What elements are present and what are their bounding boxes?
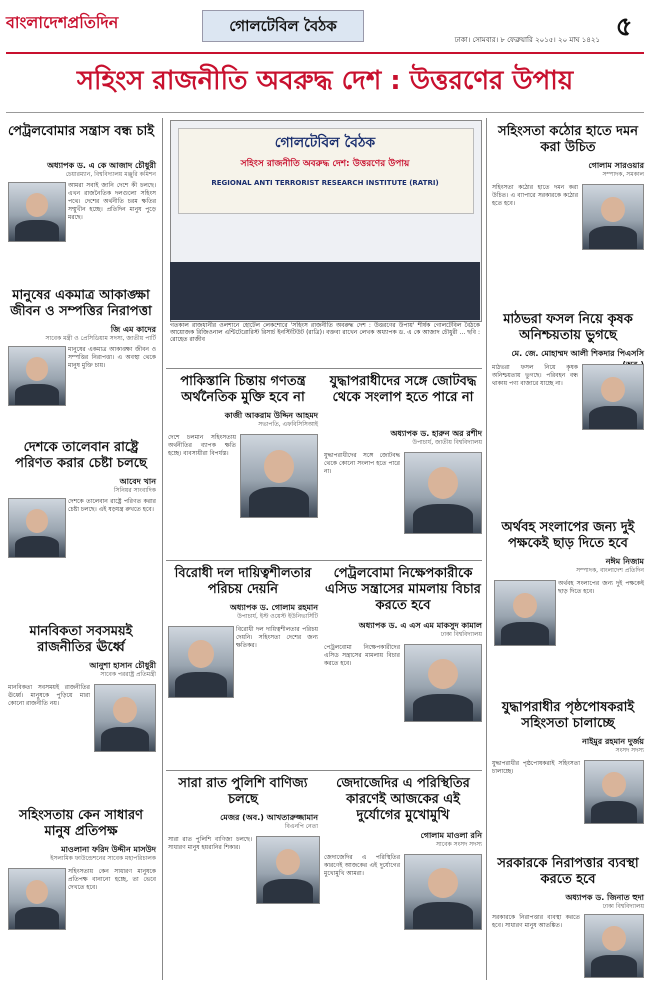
- article-role: ঢাকা বিশ্ববিদ্যালয়: [602, 903, 644, 910]
- dateline: ঢাকা। সোমবার। ৮ ফেব্রুয়ারি ২০১৫। ২০ মাঘ ১৪২১: [454, 36, 600, 44]
- article-body: বিরোধী দল দায়িত্বশীলতার পরিচয় দেয়নি। সহিংসতা দেশের জন্য ক্ষতিকর।: [236, 626, 318, 649]
- article-byline: আবেদ খান: [119, 477, 156, 486]
- author-photo: [256, 836, 320, 904]
- article-role: বিএনপি নেতা: [284, 823, 318, 830]
- article-role: চেয়ারম্যান, বিশ্ববিদ্যালয় মঞ্জুরি কমিশন: [65, 171, 156, 178]
- author-photo: [404, 644, 482, 722]
- author-photo: [584, 914, 644, 978]
- article-byline: অধ্যাপক ড. জিনাত হুদা: [565, 893, 644, 902]
- article-role: সাবেক মন্ত্রী ও প্রেসিডিয়াম সদস্য, জাতীয় পার্টি: [45, 335, 156, 342]
- article-headline: সারা রাত পুলিশি বাণিজ্য চলছে: [178, 776, 308, 807]
- author-photo: [8, 182, 66, 242]
- article-role: উপাচার্য, ইস্ট ওয়েস্ট ইউনিভার্সিটি: [237, 613, 318, 620]
- article-headline: পাকিস্তানি চিন্তায় গণতন্ত্র অর্থনৈতিক মুক্তি হবে না: [180, 374, 306, 405]
- section-title: গোলটেবিল বৈঠক: [202, 10, 364, 42]
- author-photo: [582, 184, 644, 250]
- article-headline: সরকারকে নিরাপত্তার ব্যবস্থা করতে হবে: [497, 856, 639, 887]
- article-body: মাঠভরা ফসল নিয়ে কৃষক অনিশ্চয়তায় ভুগছে। পরিবহন বন্ধ থাকায় পণ্য বাজারে যাচ্ছে না।: [492, 364, 578, 387]
- article-role: ইসলামিক ফাউন্ডেশনের সাবেক মহাপরিচালক: [50, 855, 156, 862]
- article-headline: সহিংসতা কঠোর হাতে দমন করা উচিত: [498, 124, 638, 155]
- article-body: অর্থবহ সংলাপের জন্য দুই পক্ষকেই ছাড় দিতে হবে।: [558, 580, 644, 595]
- article-body: দেশকে তালেবান রাষ্ট্রে পরিণত করার চেষ্টা চলছে। এই ষড়যন্ত্র রুখতে হবে।: [68, 498, 156, 513]
- article-role: ঢাকা বিশ্ববিদ্যালয়: [440, 631, 482, 638]
- article-role: সম্পাদক, সমকাল: [602, 171, 644, 178]
- article-byline: মেজর (অব.) আখতারুজ্জামান: [220, 813, 318, 822]
- article-headline: মানুষের একমাত্র আকাঙ্ক্ষা জীবন ও সম্পত্তির নিরাপত্তা: [10, 288, 152, 319]
- author-photo: [168, 626, 234, 698]
- author-photo: [584, 760, 644, 824]
- author-photo: [494, 580, 556, 646]
- article-role: সিনিয়র সাংবাদিক: [113, 487, 156, 494]
- article-body: সহিংসতা কঠোর হাতে দমন করা উচিত। এ ব্যাপারে সরকারকে কঠোর হতে হবে।: [492, 184, 578, 207]
- article-byline: আনুশা হাসান চৌধুরী: [89, 661, 156, 670]
- section-divider: [166, 368, 482, 369]
- author-photo: [94, 684, 156, 752]
- article-byline: অধ্যাপক ড. হারুন অর রশীদ: [390, 429, 482, 438]
- article-headline: পেট্রলবোমার সন্ত্রাস বন্ধ চাই: [7, 124, 154, 139]
- article-body: পেট্রলবোমা নিক্ষেপকারীদের এসিড সন্ত্রাসের মামলায় বিচার করতে হবে।: [324, 644, 400, 667]
- article-body: আমরা সবাই জানি দেশে কী চলছে। এখন রাজনৈতিক দলগুলো সহিংস পথে। দেশের অর্থনীতি চরম ক্ষতির সম্মুখীন হচ্ছে। প্রতিদিন মানুষ পুড়ে মরছে।: [68, 182, 156, 221]
- article-body: যুদ্ধাপরাধীর পৃষ্ঠপোষকরাই সহিংসতা চালাচ্ছে।: [492, 760, 580, 775]
- article-headline: অর্থবহ সংলাপের জন্য দুই পক্ষকেই ছাড় দিতে হবে: [501, 520, 635, 551]
- article-body: জেদাজেদির এ পরিস্থিতির কারণেই আজকের এই দুর্যোগের মুখোমুখি আমরা।: [324, 854, 400, 877]
- article-byline: জি এম কাদের: [110, 325, 156, 334]
- author-photo: [582, 364, 644, 430]
- article-body: সারা রাত পুলিশি বাণিজ্য চলছে। সাধারণ মানুষ হয়রানির শিকার।: [168, 836, 252, 851]
- photo-banner-title: গোলটেবিল বৈঠক: [274, 135, 376, 151]
- article-body: মানুষের একমাত্র আকাঙ্ক্ষা জীবন ও সম্পত্তির নিরাপত্তা। এ অবস্থা থেকে মানুষ মুক্তি চায়।: [68, 346, 156, 369]
- article-byline: গোলাম মাওলা রনি: [420, 831, 482, 840]
- masthead: [0, 0, 650, 46]
- article-role: উপাচার্য, জাতীয় বিশ্ববিদ্যালয়: [412, 439, 482, 446]
- author-photo: [8, 346, 66, 406]
- article-body: দেশে চলমান সহিংসতায় অর্থনীতির ব্যাপক ক্ষতি হচ্ছে। ব্যবসায়ীরা বিপর্যস্ত।: [168, 434, 236, 457]
- article-headline: পেট্রলবোমা নিক্ষেপকারীকে এসিড সন্ত্রাসের মামলায় বিচার করতে হবে: [325, 566, 481, 613]
- photo-banner-subtitle: সহিংস রাজনীতি অবরুদ্ধ দেশ: উত্তরণের উপায়: [240, 159, 410, 169]
- newspaper-brand: বাংলাদেশপ্রতিদিন: [6, 13, 119, 32]
- article-role: সাবেক পররাষ্ট্র প্রতিমন্ত্রী: [100, 671, 156, 678]
- author-photo: [8, 498, 66, 558]
- article-body: সহিংসতায় কেন সাধারণ মানুষকে প্রতিপক্ষ বানানো হচ্ছে, তা ভেবে দেখতে হবে।: [68, 868, 156, 891]
- author-photo: [8, 868, 66, 930]
- section-divider: [166, 770, 482, 771]
- banner-headline: সহিংস রাজনীতি অবরুদ্ধ দেশ : উত্তরণের উপায়: [76, 66, 574, 96]
- article-headline: জেদাজেদির এ পরিস্থিতির কারণেই আজকের এই দুর্যোগের মুখোমুখি: [336, 776, 470, 823]
- photo-banner-org: REGIONAL ANTI TERRORIST RESEARCH INSTITUTE (RATRI): [211, 179, 439, 187]
- article-byline: অধ্যাপক ড. গোলাম রহমান: [229, 603, 318, 612]
- article-role: সাবেক সংসদ সদস্য: [436, 841, 482, 848]
- article-byline: অধ্যাপক ড. এ কে আজাদ চৌধুরী: [47, 161, 156, 170]
- article-byline: কাজী আকরাম উদ্দিন আহমদ: [224, 411, 318, 420]
- author-photo: [404, 452, 482, 534]
- article-headline: সহিংসতায় কেন সাধারণ মানুষ প্রতিপক্ষ: [18, 808, 144, 839]
- article-body: মানবিকতা সবসময়ই রাজনীতির ঊর্ধ্বে। মানুষকে পুড়িয়ে মারা কোনো রাজনীতি নয়।: [8, 684, 90, 707]
- page-number: ৫: [615, 12, 633, 42]
- article-byline: মাওলানা ফরিদ উদ্দীন মাসউদ: [61, 845, 156, 854]
- article-byline: অধ্যাপক ড. এ এস এম মাকসুদ কামাল: [358, 621, 482, 630]
- article-byline: নাইমুর রহমান দুর্জয়: [582, 737, 644, 746]
- column-rule: [486, 118, 487, 980]
- article-byline: গোলাম সারওয়ার: [588, 161, 644, 170]
- author-photo: [404, 854, 482, 930]
- article-headline: বিরোধী দল দায়িত্বশীলতার পরিচয় দেয়নি: [174, 566, 312, 597]
- section-divider: [166, 560, 482, 561]
- article-headline: দেশকে তালেবান রাষ্ট্রে পরিণত করার চেষ্টা চলছে: [15, 440, 147, 471]
- article-role: সংসদ সদস্য: [615, 747, 644, 754]
- article-headline: যুদ্ধাপরাধীর পৃষ্ঠপোষকরাই সহিংসতা চালাচ্ছে: [501, 700, 635, 731]
- article-byline: নঈম নিজাম: [605, 557, 644, 566]
- article-headline: মাঠভরা ফসল নিয়ে কৃষক অনিশ্চয়তায় ভুগছে: [503, 312, 633, 343]
- article-headline: মানবিকতা সবসময়ই রাজনীতির ঊর্ধ্বে: [29, 624, 133, 655]
- article-role: সভাপতি, এফবিসিসিআই: [258, 421, 318, 428]
- photo-caption: গতকাল রাজধানীর ওলশানে হোটেল লেকশোরে 'সহিংস রাজনীতি অবরুদ্ধ দেশ : উত্তরণের উপায়' শীর্ষক গোলটেবিল বৈঠকে আয়োজক রিজিওনাল এন্টিটেরোরিস্ট রিসার্চ ইনস্টিটিউট (রাত্রি)। বক্তব্য রাখেন লেখক অধ্যাপক ড. এ কে আজাদ চৌধুরী ... ছবি : রোহেত রাজীব: [170, 322, 480, 343]
- article-body: সরকারকে নিরাপত্তার ব্যবস্থা করতে হবে। সাধারণ মানুষ আতঙ্কিত।: [492, 914, 580, 929]
- panel-table: [170, 262, 480, 320]
- article-body: যুদ্ধাপরাধীদের সঙ্গে জোটবদ্ধ থেকে কোনো সংলাপ হতে পারে না।: [324, 452, 400, 475]
- author-photo: [240, 434, 318, 518]
- column-rule: [162, 118, 163, 980]
- article-headline: যুদ্ধাপরাধীদের সঙ্গে জোটবদ্ধ থেকে সংলাপ হতে পারে না: [329, 374, 477, 405]
- article-role: সম্পাদক, বাংলাদেশ প্রতিদিন: [576, 567, 644, 574]
- article-byline: মে. জে. মোহাম্মদ আলী শিকদার পিএসসি: [511, 349, 644, 358]
